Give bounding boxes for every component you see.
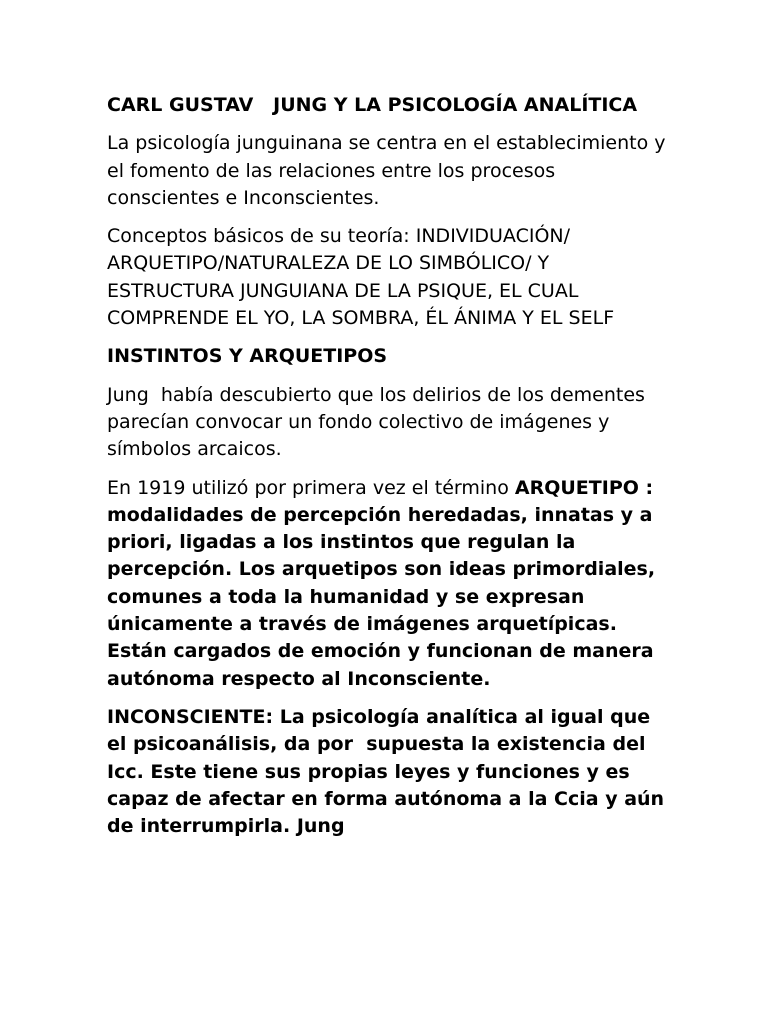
paragraph-intro: La psicología junguinana se centra en el establecimiento y el fomento de las relaciones entre los procesos conscientes e Inconscientes. <box>107 132 672 209</box>
paragraph-inconsciente <box>107 704 671 840</box>
paragraph-jung-delirios: Jung había descubierto que los delirios de los dementes parecían convocar un fondo colectivo de imágenes y símbolos arcaicos. <box>107 383 651 461</box>
document-page <box>107 92 672 851</box>
paragraph-arquetipo-intro: En 1919 utilizó por primera vez el término <box>107 476 515 499</box>
paragraph-inconsciente-text: La psicología analítica al igual que el psicoanálisis, da por supuesta la existencia del Icc. Este tiene sus propias leyes y funciones y es capaz de afectar en forma autónoma a la Ccia y aún de interrumpirla. Jung <box>107 705 671 838</box>
section-heading-instintos: INSTINTOS Y ARQUETIPOS <box>107 345 388 368</box>
document-title: CARL GUSTAV JUNG Y LA PSICOLOGÍA ANALÍTICA <box>107 94 638 116</box>
paragraph-arquetipo <box>107 475 667 693</box>
paragraph-inconsciente-label: INCONSCIENTE: <box>107 705 274 728</box>
paragraph-arquetipo-definition: ARQUETIPO : modalidades de percepción heredadas, innatas y a priori, ligadas a los instintos que regulan la percepción. Los arquetipos son ideas primordiales, comunes a toda la humanidad y se expresan únicamente a través de imágenes arquetípicas. Están cargados de emoción y funcionan de manera autónoma respecto al Inconsciente. <box>107 476 662 690</box>
paragraph-concepts: Conceptos básicos de su teoría: INDIVIDUACIÓN/ ARQUETIPO/NATURALEZA DE LO SIMBÓLICO/ Y ESTRUCTURA JUNGUIANA DE LA PSIQUE, EL CUAL COMPRENDE EL YO, LA SOMBRA, ÉL ÁNIMA Y EL SELF <box>107 225 615 330</box>
